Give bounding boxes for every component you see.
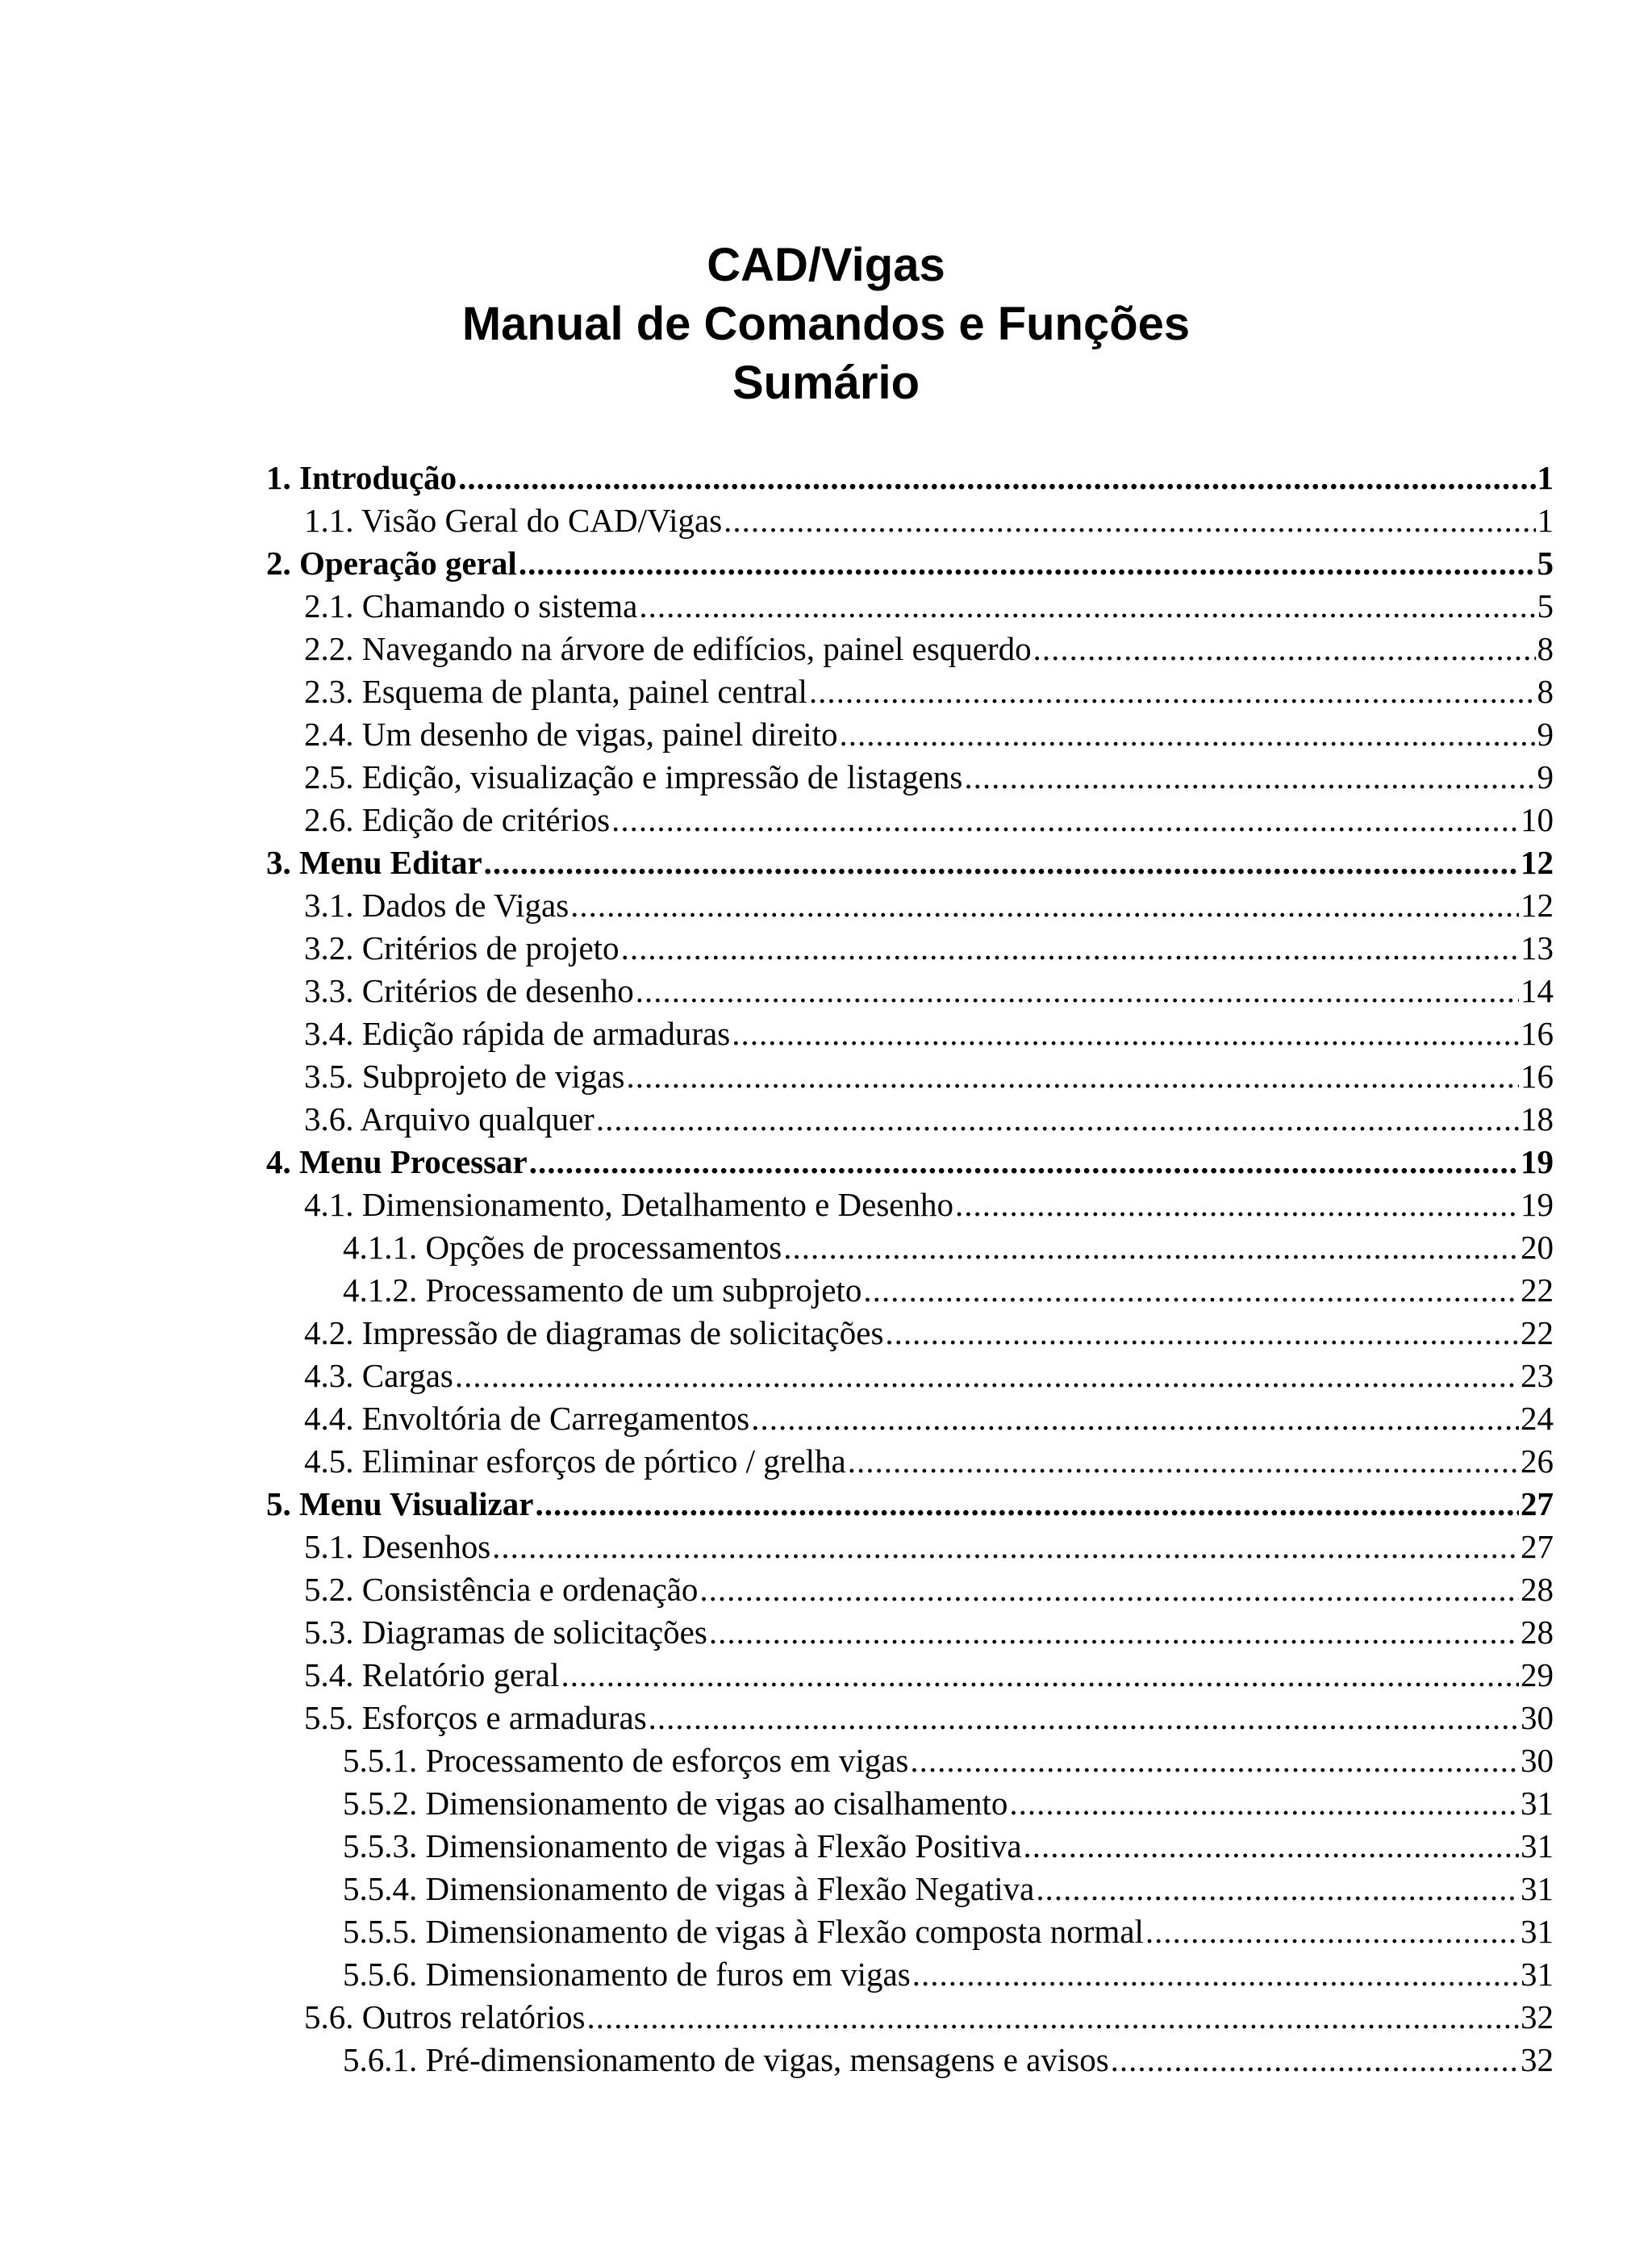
toc-entry[interactable]	[266, 1397, 1554, 1440]
toc-entry[interactable]	[266, 670, 1554, 713]
toc-entry-label: 4.1.1. Opções de processamentos	[343, 1229, 782, 1266]
toc-dot-leader	[732, 1012, 1519, 1055]
toc-dot-leader	[699, 1568, 1519, 1611]
title-product: CAD/Vigas	[707, 239, 945, 291]
toc-entry-label: 5.5.3. Dimensionamento de vigas à Flexão Positiva	[343, 1827, 1022, 1864]
toc-entry-label: 1.1. Visão Geral do CAD/Vigas	[304, 502, 723, 539]
toc-entry[interactable]	[266, 1483, 1554, 1526]
toc-dot-leader	[1024, 1825, 1519, 1868]
toc-entry-label: 5.5.6. Dimensionamento de furos em vigas	[343, 1956, 911, 1993]
toc-entry[interactable]	[266, 1184, 1554, 1226]
toc-dot-leader	[492, 1526, 1519, 1568]
title-manual: Manual de Comandos e Funções	[461, 298, 1191, 350]
toc-entry-label: 3.1. Dados de Vigas	[304, 887, 569, 924]
toc-entry-label: 5.5. Esforços e armaduras	[304, 1699, 647, 1736]
toc-entry-page: 28	[1521, 1614, 1554, 1651]
toc-entry[interactable]	[266, 1825, 1554, 1868]
toc-entry-label: 3.3. Critérios de desenho	[304, 972, 634, 1009]
toc-entry[interactable]	[266, 1226, 1554, 1269]
toc-entry-page: 8	[1537, 673, 1554, 710]
toc-dot-leader	[751, 1397, 1519, 1440]
toc-entry-page: 30	[1521, 1699, 1554, 1736]
toc-dot-leader	[535, 1483, 1519, 1526]
toc-entry-page: 32	[1521, 1998, 1554, 2035]
toc-entry-page: 16	[1521, 1058, 1554, 1095]
toc-entry-page: 10	[1521, 801, 1554, 838]
toc-entry-label: 5.5.2. Dimensionamento de vigas ao cisalhamento	[343, 1785, 1008, 1822]
toc-dot-leader	[611, 799, 1519, 841]
toc-entry-page: 1	[1537, 459, 1554, 496]
toc-dot-leader	[1033, 628, 1536, 670]
toc-entry[interactable]	[266, 1782, 1554, 1825]
toc-dot-leader	[955, 1184, 1519, 1226]
toc-dot-leader	[596, 1098, 1519, 1141]
toc-entry-label: 3.4. Edição rápida de armaduras	[304, 1015, 731, 1052]
toc-entry-label: 2.4. Um desenho de vigas, painel direito	[304, 716, 838, 753]
toc-entry-page: 9	[1537, 758, 1554, 795]
toc-dot-leader	[586, 1996, 1519, 2039]
toc-entry-label: 5. Menu Visualizar	[266, 1485, 534, 1522]
toc-entry[interactable]	[266, 628, 1554, 670]
toc-entry-page: 19	[1521, 1186, 1554, 1223]
toc-entry[interactable]	[266, 1098, 1554, 1141]
toc-entry-label: 5.2. Consistência e ordenação	[304, 1571, 699, 1608]
toc-entry-label: 3. Menu Editar	[266, 844, 482, 881]
toc-entry-label: 4.2. Impressão de diagramas de solicitações	[304, 1314, 884, 1351]
toc-entry-page: 12	[1521, 887, 1554, 924]
toc-entry[interactable]	[266, 1269, 1554, 1312]
toc-entry-page: 32	[1521, 2041, 1554, 2078]
toc-entry[interactable]	[266, 542, 1554, 585]
toc-entry-page: 31	[1521, 1913, 1554, 1950]
toc-entry-page: 20	[1521, 1229, 1554, 1266]
toc-entry-label: 3.5. Subprojeto de vigas	[304, 1058, 625, 1095]
toc-entry[interactable]	[266, 1697, 1554, 1739]
toc-entry-page: 24	[1521, 1400, 1554, 1437]
toc-entry-page: 22	[1521, 1271, 1554, 1309]
toc-entry-label: 2.2. Navegando na árvore de edifícios, painel esquerdo	[304, 630, 1032, 667]
toc-entry-page: 18	[1521, 1100, 1554, 1138]
toc-dot-leader	[1145, 1910, 1519, 1953]
toc-entry[interactable]	[266, 713, 1554, 756]
toc-dot-leader	[639, 585, 1535, 628]
toc-dot-leader	[910, 1739, 1519, 1782]
toc-entry[interactable]	[266, 1526, 1554, 1568]
toc-entry-label: 2.6. Edição de critérios	[304, 801, 611, 838]
toc-entry[interactable]	[266, 457, 1554, 499]
toc-entry-label: 4.5. Eliminar esforços de pórtico / grelha	[304, 1442, 846, 1480]
toc-entry-label: 4.4. Envoltória de Carregamentos	[304, 1400, 750, 1437]
toc-dot-leader	[1009, 1782, 1519, 1825]
toc-dot-leader	[455, 1355, 1519, 1397]
toc-entry[interactable]	[266, 499, 1554, 542]
toc-dot-leader	[912, 1953, 1519, 1996]
toc-dot-leader	[840, 713, 1536, 756]
toc-entry[interactable]	[266, 1141, 1554, 1184]
toc-entry[interactable]	[266, 1568, 1554, 1611]
toc-dot-leader	[885, 1312, 1519, 1355]
toc-entry[interactable]	[266, 1440, 1554, 1483]
toc-entry-label: 4.1. Dimensionamento, Detalhamento e Desenho	[304, 1186, 953, 1223]
toc-dot-leader	[863, 1269, 1519, 1312]
toc-entry-label: 4. Menu Processar	[266, 1143, 528, 1180]
toc-dot-leader	[709, 1611, 1519, 1654]
toc-entry-page: 31	[1521, 1956, 1554, 1993]
table-of-contents	[266, 457, 1554, 2081]
toc-entry-label: 5.5.1. Processamento de esforços em vigas	[343, 1742, 909, 1779]
toc-entry[interactable]	[266, 1312, 1554, 1355]
toc-entry[interactable]	[266, 1996, 1554, 2039]
toc-dot-leader	[519, 542, 1536, 585]
toc-entry-label: 5.6. Outros relatórios	[304, 1998, 586, 2035]
toc-dot-leader	[458, 457, 1535, 499]
toc-entry-page: 19	[1521, 1143, 1554, 1180]
toc-entry[interactable]	[266, 1739, 1554, 1782]
toc-entry-page: 26	[1521, 1442, 1554, 1480]
toc-entry-label: 5.4. Relatório geral	[304, 1656, 560, 1693]
toc-entry-page: 12	[1521, 844, 1554, 881]
toc-entry[interactable]	[266, 1910, 1554, 1953]
toc-entry-page: 23	[1521, 1357, 1554, 1394]
toc-entry-page: 27	[1521, 1485, 1554, 1522]
toc-entry-label: 2.5. Edição, visualização e impressão de listagens	[304, 758, 963, 795]
toc-entry[interactable]	[266, 1611, 1554, 1654]
toc-entry[interactable]	[266, 1868, 1554, 1910]
toc-entry[interactable]	[266, 2039, 1554, 2081]
toc-entry-label: 5.3. Diagramas de solicitações	[304, 1614, 707, 1651]
toc-dot-leader	[636, 970, 1519, 1012]
toc-dot-leader	[783, 1226, 1519, 1269]
toc-entry-label: 5.6.1. Pré-dimensionamento de vigas, mensagens e avisos	[343, 2041, 1109, 2078]
document-title	[0, 236, 1652, 412]
toc-entry-label: 3.2. Critérios de projeto	[304, 929, 620, 967]
toc-entry-label: 2.3. Esquema de planta, painel central	[304, 673, 807, 710]
toc-dot-leader	[1036, 1868, 1519, 1910]
toc-dot-leader	[964, 756, 1535, 799]
toc-dot-leader	[570, 884, 1519, 927]
toc-entry-page: 5	[1537, 545, 1554, 582]
toc-dot-leader	[529, 1141, 1519, 1184]
toc-dot-leader	[484, 841, 1519, 884]
toc-entry[interactable]	[266, 799, 1554, 841]
toc-entry-page: 9	[1537, 716, 1554, 753]
toc-entry-label: 4.3. Cargas	[304, 1357, 453, 1394]
toc-dot-leader	[561, 1654, 1519, 1697]
toc-entry-page: 27	[1521, 1528, 1554, 1565]
toc-dot-leader	[626, 1055, 1519, 1098]
toc-entry[interactable]	[266, 1012, 1554, 1055]
toc-dot-leader	[649, 1697, 1519, 1739]
toc-entry[interactable]	[266, 1654, 1554, 1697]
toc-entry-page: 29	[1521, 1656, 1554, 1693]
toc-entry-page: 30	[1521, 1742, 1554, 1779]
toc-entry-page: 31	[1521, 1785, 1554, 1822]
toc-dot-leader	[621, 927, 1519, 970]
toc-entry-page: 16	[1521, 1015, 1554, 1052]
toc-entry-page: 31	[1521, 1827, 1554, 1864]
toc-entry-label: 5.1. Desenhos	[304, 1528, 491, 1565]
toc-entry[interactable]	[266, 756, 1554, 799]
toc-entry-page: 13	[1521, 929, 1554, 967]
toc-entry-page: 22	[1521, 1314, 1554, 1351]
toc-entry[interactable]	[266, 841, 1554, 884]
toc-dot-leader	[809, 670, 1536, 713]
toc-entry-page: 5	[1537, 587, 1554, 624]
toc-entry[interactable]	[266, 585, 1554, 628]
toc-entry-label: 2.1. Chamando o sistema	[304, 587, 638, 624]
toc-entry-label: 5.5.5. Dimensionamento de vigas à Flexão composta normal	[343, 1913, 1144, 1950]
toc-entry-page: 8	[1537, 630, 1554, 667]
toc-entry-label: 4.1.2. Processamento de um subprojeto	[343, 1271, 862, 1309]
toc-entry[interactable]	[266, 927, 1554, 970]
toc-entry-label: 1. Introdução	[266, 459, 457, 496]
title-summary: Sumário	[732, 357, 920, 409]
toc-dot-leader	[724, 499, 1535, 542]
toc-entry-page: 1	[1537, 502, 1554, 539]
toc-dot-leader	[848, 1440, 1519, 1483]
toc-entry[interactable]	[266, 1355, 1554, 1397]
toc-entry-label: 5.5.4. Dimensionamento de vigas à Flexão Negativa	[343, 1870, 1035, 1907]
toc-entry-label: 2. Operação geral	[266, 545, 517, 582]
toc-entry-page: 31	[1521, 1870, 1554, 1907]
toc-entry[interactable]	[266, 1953, 1554, 1996]
toc-entry[interactable]	[266, 1055, 1554, 1098]
toc-entry[interactable]	[266, 970, 1554, 1012]
toc-entry-page: 14	[1521, 972, 1554, 1009]
toc-entry-label: 3.6. Arquivo qualquer	[304, 1100, 594, 1138]
toc-entry-page: 28	[1521, 1571, 1554, 1608]
toc-entry[interactable]	[266, 884, 1554, 927]
toc-dot-leader	[1111, 2039, 1519, 2081]
